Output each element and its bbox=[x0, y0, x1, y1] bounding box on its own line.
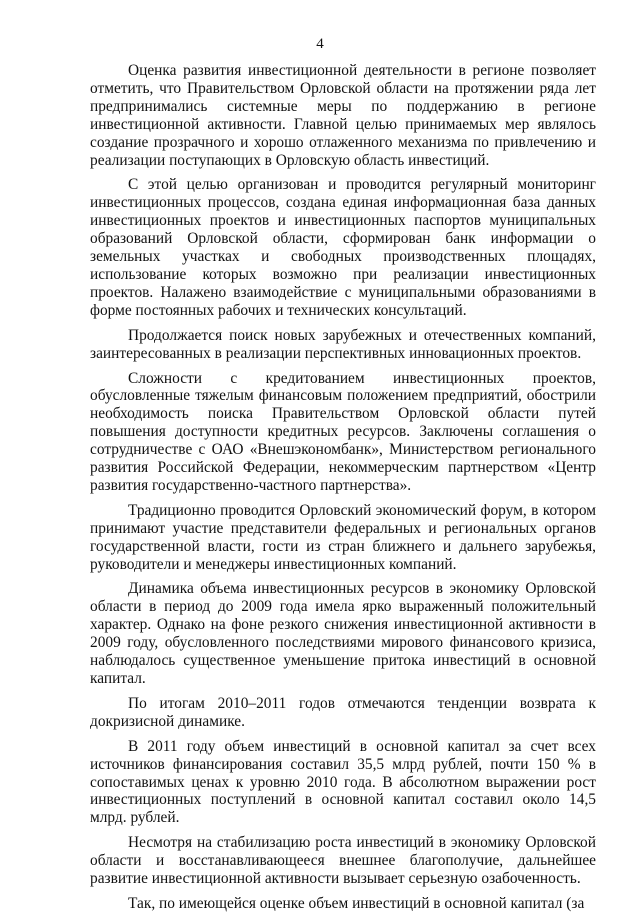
paragraph-9: Несмотря на стабилизацию роста инвестиций в экономику Орловской области и восстанавливающееся внешнее благополучие, дальнейшее развитие инвестиционной активности вызывает серьезную озабоченность. bbox=[90, 834, 596, 888]
paragraph-4: Сложности с кредитованием инвестиционных проектов, обусловленные тяжелым финансовым положением предприятий, обострили необходимость поиска Правительством Орловской области путей повышения доступности кредитных ресурсов. Заключены соглашения о сотрудничестве с ОАО «Внешэкономбанк», Министерством регионального развития Российской Федерации, некоммерческим партнерством «Центр развития государственно-частного партнерства». bbox=[90, 369, 596, 494]
paragraph-1: Оценка развития инвестиционной деятельности в регионе позволяет отметить, что Правительством Орловской области на протяжении ряда лет предпринимались системные меры по поддержанию в регионе инвестиционной активности. Главной целью принимаемых мер являлось создание прозрачного и хорошо отлаженного механизма по привлечению и реализации поступающих в Орловскую область инвестиций. bbox=[90, 62, 596, 169]
paragraph-2: С этой целью организован и проводится регулярный мониторинг инвестиционных процессов, создана единая информационная база данных инвестиционных проектов и инвестиционных паспортов муниципальных образований Орловской области, сформирован банк информации о земельных участках и свободных производственных площадях, использование которых возможно при реализации инвестиционных проектов. Налажено взаимодействие с муниципальными образованиями в форме постоянных рабочих и технических консультаций. bbox=[90, 176, 596, 319]
paragraph-7: По итогам 2010–2011 годов отмечаются тенденции возврата к докризисной динамике. bbox=[90, 694, 596, 730]
paragraph-5: Традиционно проводится Орловский экономический форум, в котором принимают участие представители федеральных и региональных органов государственной власти, гости из стран ближнего и дальнего зарубежья, руководители и менеджеры инвестиционных компаний. bbox=[90, 501, 596, 573]
paragraph-3: Продолжается поиск новых зарубежных и отечественных компаний, заинтересованных в реализации перспективных инновационных проектов. bbox=[90, 326, 596, 362]
page-number: 4 bbox=[316, 36, 324, 52]
body-text bbox=[90, 62, 596, 913]
paragraph-10: Так, по имеющейся оценке объем инвестиций в основной капитал (за bbox=[128, 894, 585, 912]
paragraph-8: В 2011 году объем инвестиций в основной капитал за счет всех источников финансирования составил 35,5 млрд рублей, почти 150 % в сопоставимых ценах к уровню 2010 года. В абсолютном выражении рост инвестиционных поступлений в основной капитал составил около 14,5 млрд. рублей. bbox=[90, 737, 596, 827]
paragraph-6: Динамика объема инвестиционных ресурсов в экономику Орловской области в период до 2009 года имела ярко выраженный положительный характер. Однако на фоне резкого снижения инвестиционной активности в 2009 году, обусловленного последствиями мирового финансового кризиса, наблюдалось существенное уменьшение притока инвестиций в основной капитал. bbox=[90, 580, 596, 687]
